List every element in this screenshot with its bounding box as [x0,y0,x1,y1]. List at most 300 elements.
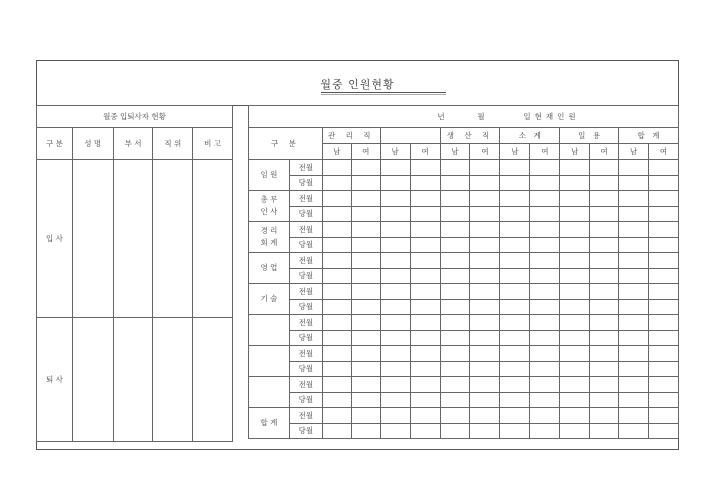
count-cell[interactable] [322,175,351,191]
count-cell[interactable] [470,299,500,315]
count-cell[interactable] [500,191,530,207]
count-cell[interactable] [500,222,530,238]
count-cell[interactable] [648,408,678,424]
count-cell[interactable] [530,361,560,377]
count-cell[interactable] [410,330,440,346]
count-cell[interactable] [440,268,470,284]
count-cell[interactable] [440,175,470,191]
count-cell[interactable] [322,253,351,269]
count-cell[interactable] [560,361,590,377]
count-cell[interactable] [322,284,351,300]
departure-name-cell[interactable] [72,318,113,442]
gender-female: 여 [351,144,380,160]
count-cell[interactable] [380,268,410,284]
count-cell[interactable] [351,392,380,408]
count-cell[interactable] [380,191,410,207]
count-cell[interactable] [590,346,619,362]
cat-total: 합 계 [619,128,679,144]
count-cell[interactable] [470,206,500,222]
count-cell[interactable] [380,253,410,269]
count-cell[interactable] [380,408,410,424]
count-cell[interactable] [560,299,590,315]
count-cell[interactable] [590,408,619,424]
count-cell[interactable] [351,160,380,176]
col-name: 성 명 [72,128,113,160]
table-row [249,392,679,408]
count-cell[interactable] [440,222,470,238]
count-cell[interactable] [500,361,530,377]
count-cell[interactable] [440,392,470,408]
count-cell[interactable] [560,423,590,439]
count-cell[interactable] [440,361,470,377]
count-cell[interactable] [560,284,590,300]
count-cell[interactable] [619,206,649,222]
sub-label-this-month: 당월 [289,423,322,439]
count-cell[interactable] [470,330,500,346]
sub-label-this-month: 당월 [289,237,322,253]
count-cell[interactable] [530,315,560,331]
count-cell[interactable] [560,253,590,269]
sub-label-this-month: 당월 [289,392,322,408]
count-cell[interactable] [648,206,678,222]
count-cell[interactable] [619,299,649,315]
hire-name-cell[interactable] [72,160,113,318]
count-cell[interactable] [410,315,440,331]
count-cell[interactable] [351,222,380,238]
count-cell[interactable] [380,315,410,331]
count-cell[interactable] [530,299,560,315]
count-cell[interactable] [470,253,500,269]
count-cell[interactable] [322,392,351,408]
count-cell[interactable] [500,392,530,408]
count-cell[interactable] [440,284,470,300]
count-cell[interactable] [380,330,410,346]
count-cell[interactable] [440,377,470,393]
count-cell[interactable] [530,237,560,253]
count-cell[interactable] [560,237,590,253]
count-cell[interactable] [322,160,351,176]
count-cell[interactable] [410,408,440,424]
row-label [249,284,290,315]
table-row [249,191,679,207]
count-cell[interactable] [440,423,470,439]
count-cell[interactable] [351,175,380,191]
count-cell[interactable] [560,222,590,238]
count-cell[interactable] [619,191,649,207]
gender-female: 여 [470,144,500,160]
table-row [249,408,679,424]
count-cell[interactable] [410,191,440,207]
count-cell[interactable] [410,253,440,269]
count-cell[interactable] [530,160,560,176]
count-cell[interactable] [351,284,380,300]
count-cell[interactable] [619,253,649,269]
count-cell[interactable] [322,315,351,331]
count-cell[interactable] [590,392,619,408]
count-cell[interactable] [500,315,530,331]
count-cell[interactable] [590,191,619,207]
count-cell[interactable] [410,284,440,300]
gender-male: 남 [322,144,351,160]
count-cell[interactable] [440,408,470,424]
row-label-text: 경 리 [260,226,278,235]
count-cell[interactable] [619,284,649,300]
count-cell[interactable] [560,377,590,393]
count-cell[interactable] [648,361,678,377]
count-cell[interactable] [560,392,590,408]
count-cell[interactable] [380,237,410,253]
count-cell[interactable] [648,392,678,408]
table-row [249,268,679,284]
cat-daily: 일 용 [560,128,619,144]
count-cell[interactable] [410,346,440,362]
count-cell[interactable] [619,361,649,377]
count-cell[interactable] [530,191,560,207]
count-cell[interactable] [619,315,649,331]
count-cell[interactable] [590,315,619,331]
count-cell[interactable] [648,299,678,315]
count-cell[interactable] [590,160,619,176]
count-cell[interactable] [380,423,410,439]
count-cell[interactable] [619,330,649,346]
count-cell[interactable] [590,299,619,315]
count-cell[interactable] [351,299,380,315]
count-cell[interactable] [648,423,678,439]
count-cell[interactable] [530,206,560,222]
sub-label-prev-month: 전월 [289,284,322,300]
count-cell[interactable] [530,423,560,439]
count-cell[interactable] [470,237,500,253]
row-label [249,253,290,284]
count-cell[interactable] [470,222,500,238]
count-cell[interactable] [500,299,530,315]
count-cell[interactable] [500,206,530,222]
count-cell[interactable] [500,377,530,393]
count-cell[interactable] [530,268,560,284]
count-cell[interactable] [351,237,380,253]
count-cell[interactable] [351,191,380,207]
row-label-text: 총 무 [260,195,278,204]
count-cell[interactable] [590,330,619,346]
count-cell[interactable] [322,299,351,315]
table-row [249,423,679,439]
row-label-text: 기 술 [260,294,278,303]
count-cell[interactable] [648,175,678,191]
count-cell[interactable] [380,377,410,393]
count-cell[interactable] [410,175,440,191]
sub-label-prev-month: 전월 [289,253,322,269]
hire-position-cell[interactable] [153,160,193,318]
hires-departures-table [36,105,233,442]
count-cell[interactable] [470,315,500,331]
count-cell[interactable] [410,423,440,439]
count-cell[interactable] [470,346,500,362]
count-cell[interactable] [590,423,619,439]
count-cell[interactable] [530,377,560,393]
sub-label-prev-month: 전월 [289,408,322,424]
headcount-table [248,105,679,439]
count-cell[interactable] [351,206,380,222]
count-cell[interactable] [322,330,351,346]
count-cell[interactable] [380,346,410,362]
count-cell[interactable] [590,361,619,377]
table-row [249,160,679,176]
hire-remarks-cell[interactable] [193,160,233,318]
count-cell[interactable] [470,268,500,284]
count-cell[interactable] [440,237,470,253]
count-cell[interactable] [619,346,649,362]
count-cell[interactable] [351,330,380,346]
row-label [249,408,290,439]
cat-subtotal: 소 계 [500,128,560,144]
col-remarks: 비 고 [193,128,233,160]
count-cell[interactable] [590,268,619,284]
row-label-text: 영 업 [260,263,278,272]
count-cell[interactable] [648,191,678,207]
gender-male: 남 [560,144,590,160]
count-cell[interactable] [470,423,500,439]
count-cell[interactable] [648,284,678,300]
count-cell[interactable] [440,299,470,315]
sub-label-prev-month: 전월 [289,222,322,238]
count-cell[interactable] [590,284,619,300]
count-cell[interactable] [648,330,678,346]
count-cell[interactable] [351,268,380,284]
count-cell[interactable] [530,222,560,238]
count-cell[interactable] [619,222,649,238]
count-cell[interactable] [440,160,470,176]
count-cell[interactable] [380,392,410,408]
count-cell[interactable] [648,346,678,362]
count-cell[interactable] [380,175,410,191]
count-cell[interactable] [500,330,530,346]
table-row [249,253,679,269]
table-row [249,346,679,362]
count-cell[interactable] [410,222,440,238]
count-cell[interactable] [648,377,678,393]
count-cell[interactable] [590,206,619,222]
count-cell[interactable] [500,175,530,191]
count-cell[interactable] [322,361,351,377]
row-label [249,222,290,253]
count-cell[interactable] [410,268,440,284]
count-cell[interactable] [560,160,590,176]
group-label: 구 분 [249,128,323,160]
count-cell[interactable] [470,392,500,408]
count-cell[interactable] [500,423,530,439]
count-cell[interactable] [619,160,649,176]
row-label [249,377,290,408]
count-cell[interactable] [648,253,678,269]
table-row [249,330,679,346]
count-cell[interactable] [590,222,619,238]
count-cell[interactable] [410,299,440,315]
count-cell[interactable] [560,206,590,222]
count-cell[interactable] [351,361,380,377]
count-cell[interactable] [322,268,351,284]
count-cell[interactable] [351,315,380,331]
count-cell[interactable] [619,237,649,253]
count-cell[interactable] [440,191,470,207]
sub-label-prev-month: 전월 [289,346,322,362]
heading-month: 월 [477,112,485,121]
gender-female: 여 [410,144,440,160]
page-title: 월중 인원현황 [320,78,395,91]
gender-male: 남 [500,144,530,160]
count-cell[interactable] [619,175,649,191]
title-row [37,61,678,106]
count-cell[interactable] [470,408,500,424]
count-cell[interactable] [590,377,619,393]
count-cell[interactable] [470,284,500,300]
col-position: 직 위 [153,128,193,160]
title-underline [321,92,446,93]
count-cell[interactable] [351,408,380,424]
count-cell[interactable] [530,284,560,300]
count-cell[interactable] [470,377,500,393]
count-cell[interactable] [351,253,380,269]
sub-label-prev-month: 전월 [289,191,322,207]
table-row [249,377,679,393]
count-cell[interactable] [322,206,351,222]
cat-management: 관 리 직 [322,128,380,144]
count-cell[interactable] [560,191,590,207]
count-cell[interactable] [500,284,530,300]
left-table-heading: 월중 입퇴사자 현황 [37,106,233,128]
count-cell[interactable] [410,160,440,176]
count-cell[interactable] [619,268,649,284]
section-departure: 퇴 사 [37,318,73,442]
hire-department-cell[interactable] [113,160,153,318]
count-cell[interactable] [410,377,440,393]
count-cell[interactable] [351,346,380,362]
count-cell[interactable] [530,253,560,269]
count-cell[interactable] [500,160,530,176]
sub-label-this-month: 당월 [289,299,322,315]
count-cell[interactable] [648,160,678,176]
row-label-text: 임 원 [260,170,278,179]
sub-label-prev-month: 전월 [289,377,322,393]
count-cell[interactable] [440,330,470,346]
count-cell[interactable] [648,268,678,284]
cat-production: 생 산 직 [440,128,500,144]
sub-label-this-month: 당월 [289,206,322,222]
heading-year: 년 [437,112,445,121]
departure-remarks-cell[interactable] [193,318,233,442]
cat-blank [380,128,440,144]
count-cell[interactable] [560,346,590,362]
count-cell[interactable] [560,408,590,424]
count-cell[interactable] [500,253,530,269]
count-cell[interactable] [351,423,380,439]
count-cell[interactable] [590,253,619,269]
count-cell[interactable] [590,175,619,191]
sub-label-prev-month: 전월 [289,160,322,176]
count-cell[interactable] [619,377,649,393]
count-cell[interactable] [560,330,590,346]
count-cell[interactable] [322,191,351,207]
count-cell[interactable] [322,346,351,362]
count-cell[interactable] [530,408,560,424]
count-cell[interactable] [322,222,351,238]
count-cell[interactable] [500,408,530,424]
sub-label-prev-month: 전월 [289,315,322,331]
count-cell[interactable] [560,268,590,284]
count-cell[interactable] [410,237,440,253]
count-cell[interactable] [410,392,440,408]
row-label-text: 합 계 [260,418,278,427]
gender-male: 남 [380,144,410,160]
sub-label-this-month: 당월 [289,268,322,284]
count-cell[interactable] [322,377,351,393]
departure-department-cell[interactable] [113,318,153,442]
count-cell[interactable] [322,237,351,253]
row-label [249,191,290,222]
count-cell[interactable] [440,346,470,362]
sub-label-this-month: 당월 [289,330,322,346]
count-cell[interactable] [470,175,500,191]
sub-label-this-month: 당월 [289,361,322,377]
count-cell[interactable] [619,423,649,439]
count-cell[interactable] [380,284,410,300]
count-cell[interactable] [410,206,440,222]
count-cell[interactable] [470,160,500,176]
count-cell[interactable] [530,392,560,408]
row-label [249,315,290,346]
count-cell[interactable] [380,222,410,238]
count-cell[interactable] [590,237,619,253]
count-cell[interactable] [440,253,470,269]
heading-current-headcount: 일현재인원 [523,112,580,121]
count-cell[interactable] [619,392,649,408]
count-cell[interactable] [440,206,470,222]
count-cell[interactable] [530,330,560,346]
count-cell[interactable] [470,361,500,377]
count-cell[interactable] [470,191,500,207]
count-cell[interactable] [619,408,649,424]
count-cell[interactable] [500,237,530,253]
count-cell[interactable] [500,346,530,362]
count-cell[interactable] [410,361,440,377]
count-cell[interactable] [530,175,560,191]
count-cell[interactable] [322,408,351,424]
count-cell[interactable] [380,206,410,222]
count-cell[interactable] [380,299,410,315]
departure-position-cell[interactable] [153,318,193,442]
count-cell[interactable] [322,423,351,439]
count-cell[interactable] [530,346,560,362]
count-cell[interactable] [648,315,678,331]
table-row [249,284,679,300]
table-row [249,299,679,315]
count-cell[interactable] [380,160,410,176]
count-cell[interactable] [648,222,678,238]
count-cell[interactable] [500,268,530,284]
count-cell[interactable] [380,361,410,377]
count-cell[interactable] [440,315,470,331]
count-cell[interactable] [648,237,678,253]
count-cell[interactable] [560,175,590,191]
gender-female: 여 [590,144,619,160]
count-cell[interactable] [560,315,590,331]
count-cell[interactable] [351,377,380,393]
sub-label-this-month: 당월 [289,175,322,191]
col-department: 부 서 [113,128,153,160]
gender-male: 남 [619,144,649,160]
table-row [249,175,679,191]
section-hire: 입 사 [37,160,73,318]
row-label [249,346,290,377]
